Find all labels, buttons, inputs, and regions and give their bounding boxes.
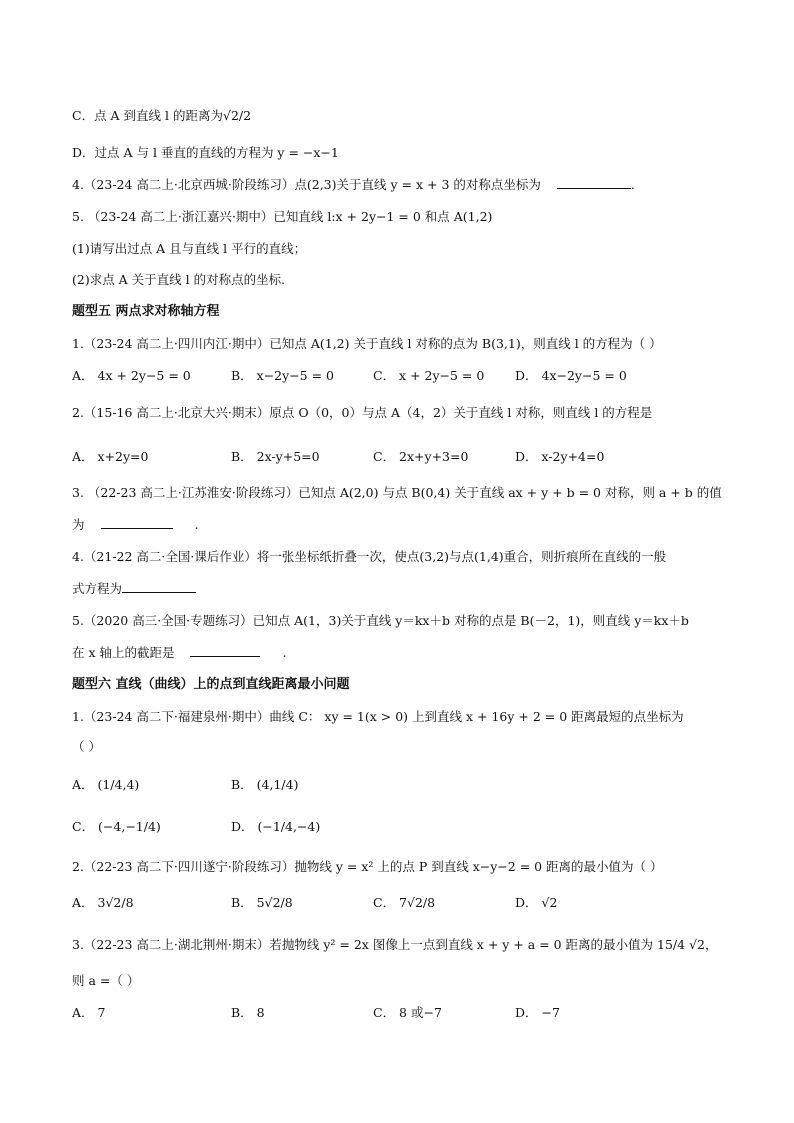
question-stem: 1.（23-24 高二下·福建泉州·期中）曲线 C： xy = 1(x > 0) 上到直线 x + 16y + 2 = 0 距离最短的点坐标为: [72, 709, 684, 724]
answer-blank: [101, 516, 173, 529]
text-line: 5. （23-24 高二上·浙江嘉兴·期中）已知直线 l:x + 2y−1 = 0 和点 A(1,2): [72, 209, 493, 224]
option-c: C． 7√2/8: [373, 895, 436, 910]
question-stem: 5.（2020 高三·全国·专题练习）已知点 A(1，3)关于直线 y＝kx＋b 对称的点是 B(－2，1)，则直线 y＝kx＋b: [72, 613, 689, 628]
question-continuation: 为: [72, 517, 85, 532]
text-line: (2)求点 A 关于直线 l 的对称点的坐标.: [72, 272, 286, 287]
option-a: A． 4x + 2y−5 = 0: [72, 368, 191, 383]
option-b: B． 2x-y+5=0: [231, 449, 320, 464]
text-line: (1)请写出过点 A 且与直线 l 平行的直线；: [72, 241, 307, 256]
option-b: B． x−2y−5 = 0: [231, 368, 334, 383]
question-stem: 1.（23-24 高二上·四川内江·期中）已知点 A(1,2) 关于直线 l 对称的点为 B(3,1)，则直线 l 的方程为（ ）: [72, 336, 662, 351]
section-heading: 题型六 直线（曲线）上的点到直线距离最小问题: [72, 677, 350, 692]
answer-blank: [122, 580, 196, 593]
answer-blank: [190, 644, 260, 657]
option-d: D． (−1/4,−4): [231, 819, 321, 834]
option-c: C． x + 2y−5 = 0: [373, 368, 485, 383]
option-c: C． 8 或−7: [373, 1005, 442, 1020]
question-stem: 2.（22-23 高二下·四川遂宁·阶段练习）抛物线 y = x² 上的点 P 到直线 x−y−2 = 0 距离的最小值为（ ）: [72, 859, 663, 874]
question-continuation: 则 a =（ ）: [72, 973, 140, 988]
option-b: B． (4,1/4): [231, 777, 299, 792]
option-a: A． (1/4,4): [72, 777, 140, 792]
option-d: D． −7: [515, 1005, 560, 1020]
section-heading: 题型五 两点求对称轴方程: [72, 304, 220, 319]
question-line: 4.（23-24 高二上·北京西城·阶段练习）点(2,3)关于直线 y = x + 3 的对称点坐标为 .: [72, 177, 635, 192]
option-c: C． 2x+y+3=0: [373, 449, 469, 464]
option-b: B． 5√2/8: [231, 895, 293, 910]
option-a: A． 7: [72, 1005, 106, 1020]
question-stem: 3. （22-23 高二上·江苏淮安·阶段练习）已知点 A(2,0) 与点 B(0,4) 关于直线 ax + y + b = 0 对称，则 a + b 的值: [72, 485, 722, 500]
question-continuation: （ ）: [72, 739, 101, 754]
option-d: D． x-2y+4=0: [515, 449, 605, 464]
question-continuation: 式方程为: [72, 581, 123, 596]
option-d: D． √2: [515, 895, 558, 910]
question-line: 为 .: [72, 517, 199, 532]
option-a: A． 3√2/8: [72, 895, 134, 910]
question-line: [72, 580, 196, 598]
question-continuation: 在 x 轴上的截距是: [72, 645, 175, 660]
question-stem: 4.（21-22 高二·全国·课后作业）将一张坐标纸折叠一次，使点(3,2)与点(1,4)重合，则折痕所在直线的一般: [72, 549, 667, 564]
option-b: B． 8: [231, 1005, 265, 1020]
question-stem: 4.（23-24 高二上·北京西城·阶段练习）点(2,3)关于直线 y = x + 3 的对称点坐标为: [72, 177, 541, 192]
answer-blank: [557, 176, 631, 189]
option-a: A． x+2y=0: [72, 449, 149, 464]
question-stem: 3.（22-23 高二上·湖北荆州·期末）若抛物线 y² = 2x 图像上一点到直线 x + y + a = 0 距离的最小值为 15/4 √2，: [72, 937, 718, 952]
question-line: 在 x 轴上的截距是 .: [72, 645, 287, 660]
option-c: C． (−4,−1/4): [72, 819, 161, 834]
text-line: C．点 A 到直线 l 的距离为√2/2: [72, 108, 252, 123]
option-d: D． 4x−2y−5 = 0: [515, 368, 627, 383]
text-line: D．过点 A 与 l 垂直的直线的方程为 y = −x−1: [72, 145, 339, 160]
question-stem: 2.（15-16 高二上·北京大兴·期末）原点 O（0，0）与点 A（4，2）关于直线 l 对称，则直线 l 的方程是: [72, 405, 653, 420]
